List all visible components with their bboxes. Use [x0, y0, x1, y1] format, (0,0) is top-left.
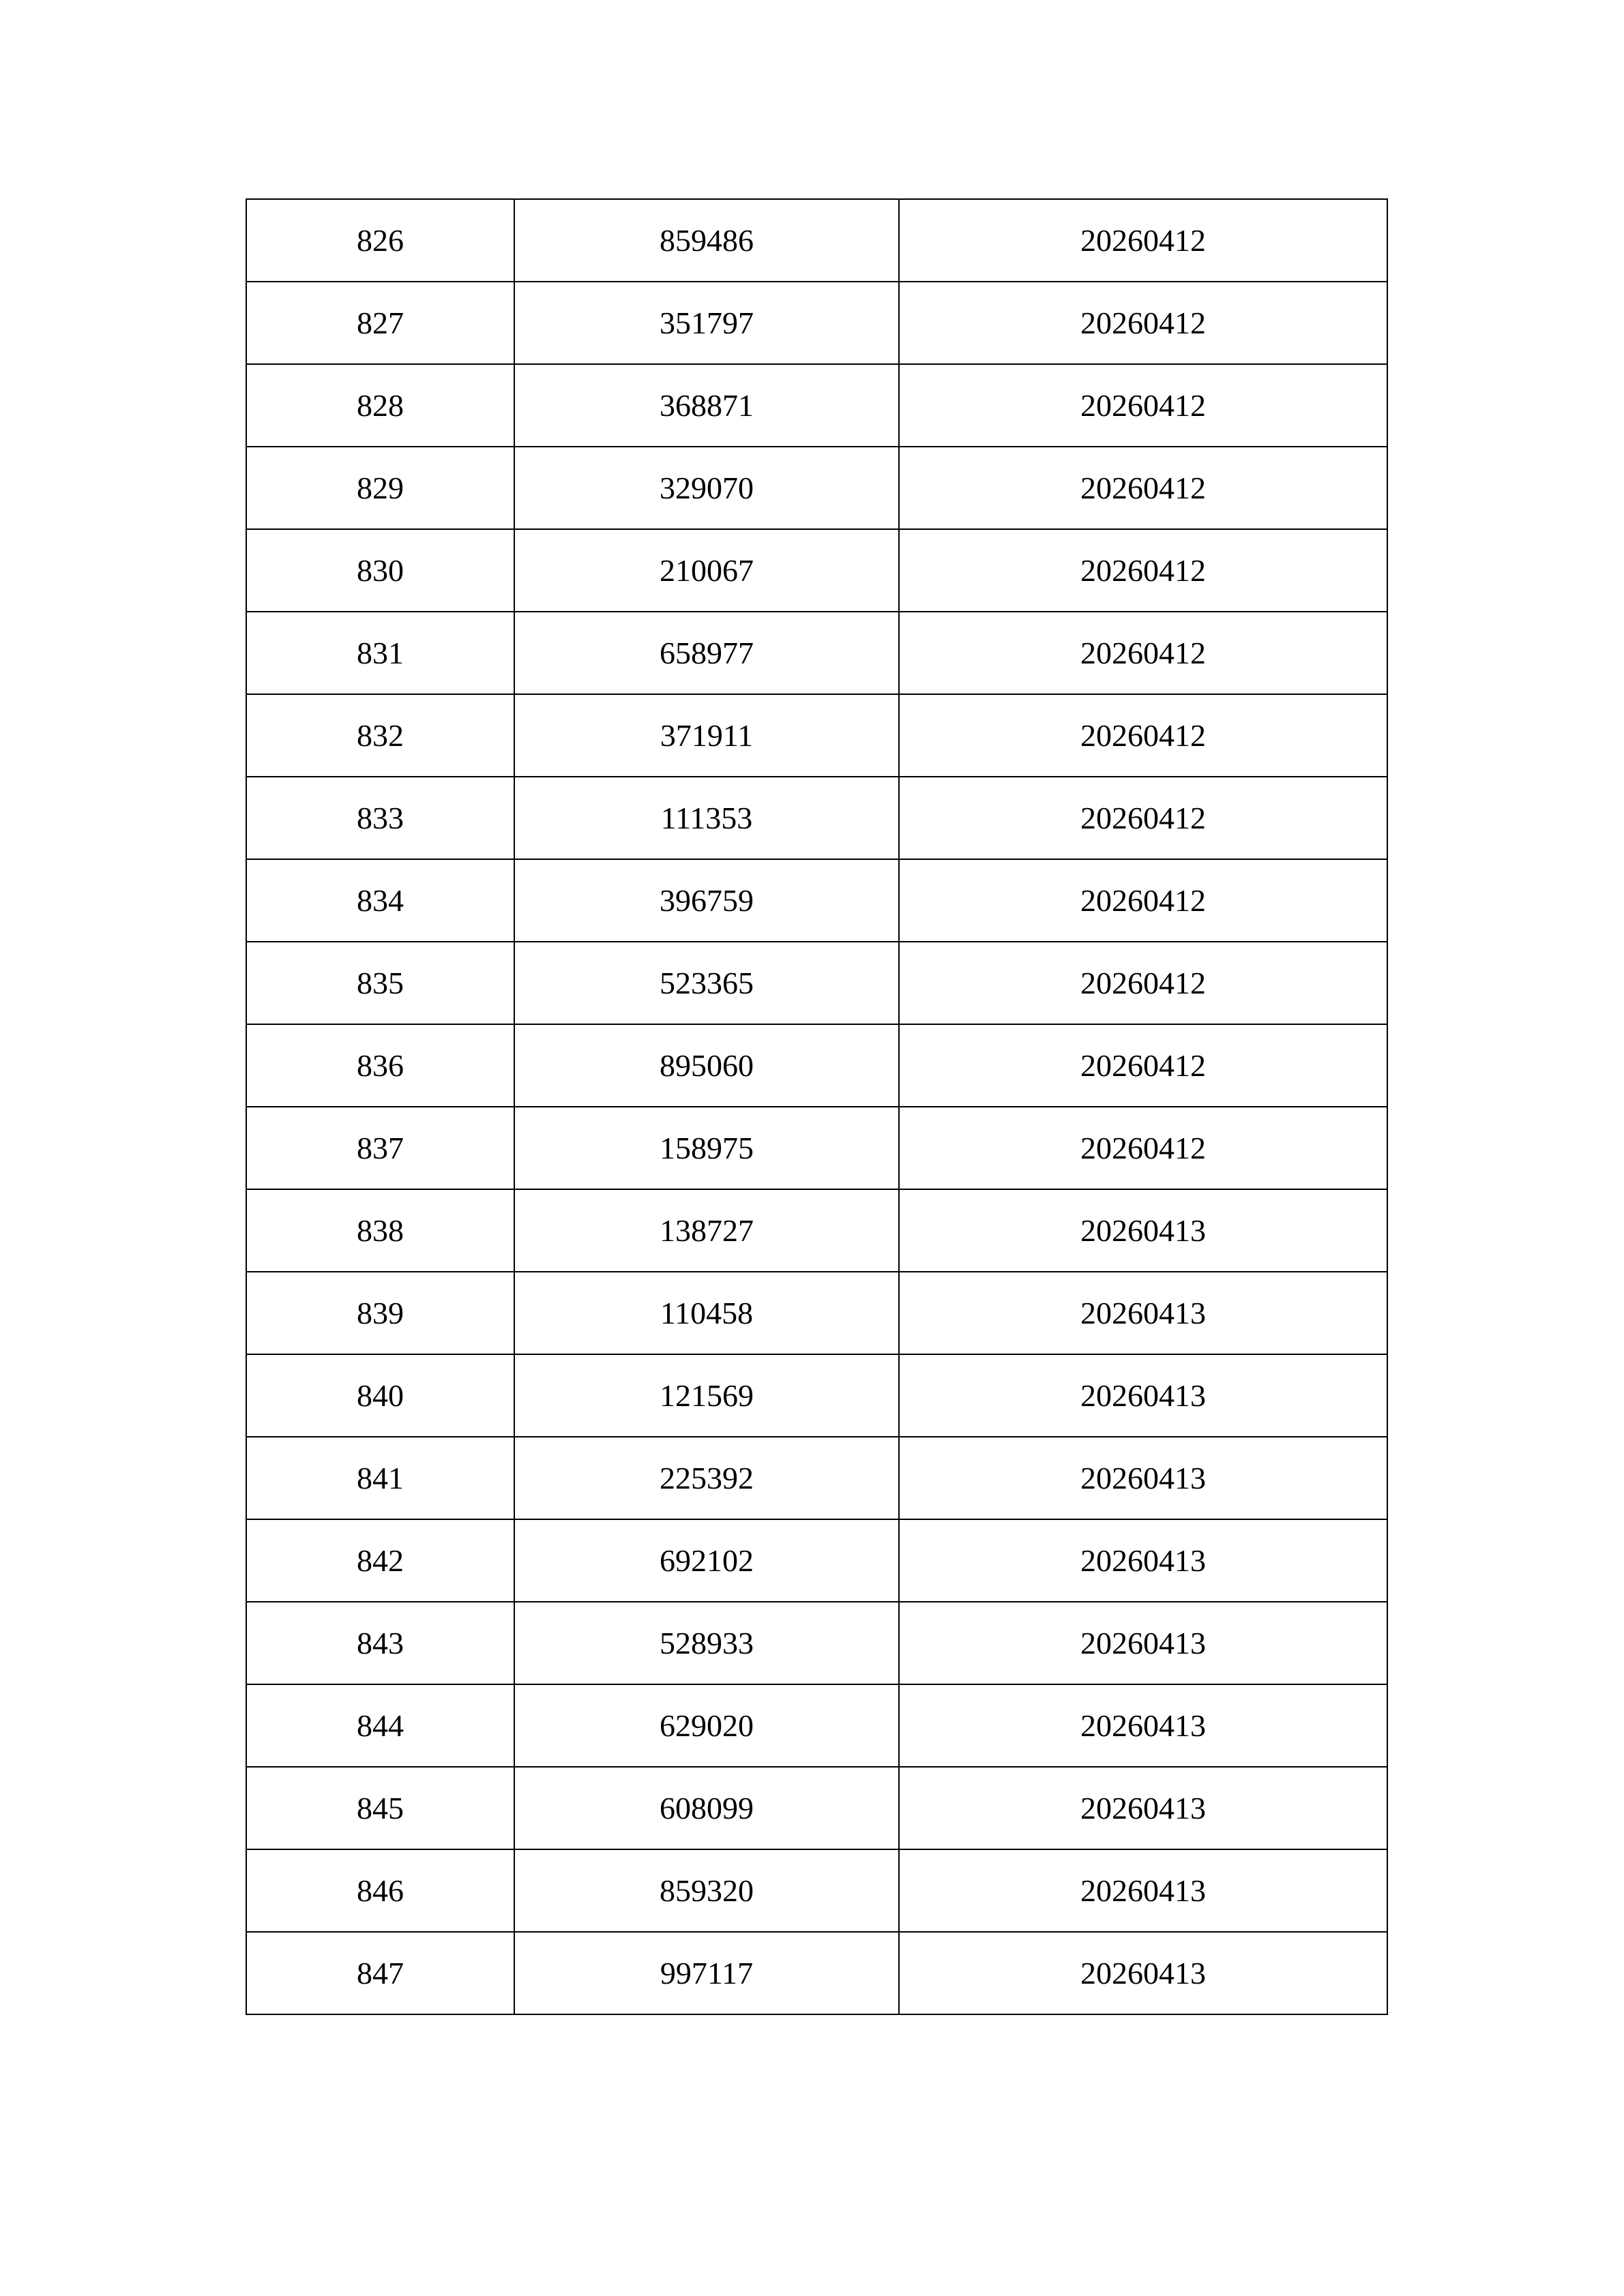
row-index-cell: 828 [246, 364, 514, 447]
row-index-cell: 838 [246, 1189, 514, 1272]
code-cell: 658977 [514, 612, 899, 694]
table-row [246, 364, 1387, 447]
date-cell: 20260413 [899, 1684, 1387, 1767]
code-cell: 859486 [514, 199, 899, 282]
date-cell: 20260413 [899, 1849, 1387, 1932]
row-index-cell: 840 [246, 1354, 514, 1437]
row-index-cell: 827 [246, 282, 514, 364]
row-index-cell: 839 [246, 1272, 514, 1354]
date-cell: 20260413 [899, 1602, 1387, 1684]
row-index-cell: 846 [246, 1849, 514, 1932]
date-cell: 20260412 [899, 1024, 1387, 1107]
row-index-cell: 832 [246, 694, 514, 777]
code-cell: 368871 [514, 364, 899, 447]
row-index-cell: 843 [246, 1602, 514, 1684]
code-cell: 895060 [514, 1024, 899, 1107]
code-cell: 158975 [514, 1107, 899, 1189]
date-cell: 20260412 [899, 859, 1387, 942]
data-table [246, 198, 1388, 2015]
table-row [246, 942, 1387, 1024]
table-body [246, 199, 1387, 2014]
date-cell: 20260412 [899, 529, 1387, 612]
date-cell: 20260412 [899, 777, 1387, 859]
date-cell: 20260412 [899, 612, 1387, 694]
table-row [246, 1107, 1387, 1189]
date-cell: 20260412 [899, 282, 1387, 364]
row-index-cell: 829 [246, 447, 514, 529]
row-index-cell: 836 [246, 1024, 514, 1107]
date-cell: 20260412 [899, 694, 1387, 777]
row-index-cell: 847 [246, 1932, 514, 2014]
row-index-cell: 831 [246, 612, 514, 694]
date-cell: 20260413 [899, 1932, 1387, 2014]
code-cell: 608099 [514, 1767, 899, 1849]
table-row [246, 1189, 1387, 1272]
row-index-cell: 842 [246, 1519, 514, 1602]
table-row [246, 859, 1387, 942]
row-index-cell: 841 [246, 1437, 514, 1519]
row-index-cell: 833 [246, 777, 514, 859]
code-cell: 371911 [514, 694, 899, 777]
code-cell: 523365 [514, 942, 899, 1024]
code-cell: 351797 [514, 282, 899, 364]
table-row [246, 1932, 1387, 2014]
code-cell: 111353 [514, 777, 899, 859]
code-cell: 110458 [514, 1272, 899, 1354]
table-row [246, 1602, 1387, 1684]
table-row [246, 1272, 1387, 1354]
code-cell: 396759 [514, 859, 899, 942]
date-cell: 20260412 [899, 1107, 1387, 1189]
row-index-cell: 835 [246, 942, 514, 1024]
date-cell: 20260413 [899, 1354, 1387, 1437]
date-cell: 20260412 [899, 364, 1387, 447]
table-row [246, 1684, 1387, 1767]
table-row [246, 1437, 1387, 1519]
table-row [246, 529, 1387, 612]
code-cell: 629020 [514, 1684, 899, 1767]
code-cell: 859320 [514, 1849, 899, 1932]
row-index-cell: 845 [246, 1767, 514, 1849]
date-cell: 20260412 [899, 447, 1387, 529]
table-row [246, 1024, 1387, 1107]
code-cell: 528933 [514, 1602, 899, 1684]
code-cell: 210067 [514, 529, 899, 612]
code-cell: 121569 [514, 1354, 899, 1437]
date-cell: 20260413 [899, 1437, 1387, 1519]
date-cell: 20260413 [899, 1767, 1387, 1849]
code-cell: 692102 [514, 1519, 899, 1602]
date-cell: 20260412 [899, 199, 1387, 282]
code-cell: 997117 [514, 1932, 899, 2014]
table-row [246, 447, 1387, 529]
table-row [246, 1849, 1387, 1932]
date-cell: 20260413 [899, 1519, 1387, 1602]
table-row [246, 777, 1387, 859]
table-row [246, 199, 1387, 282]
row-index-cell: 834 [246, 859, 514, 942]
date-cell: 20260413 [899, 1189, 1387, 1272]
code-cell: 138727 [514, 1189, 899, 1272]
code-cell: 225392 [514, 1437, 899, 1519]
table-row [246, 1767, 1387, 1849]
row-index-cell: 826 [246, 199, 514, 282]
table-row [246, 1519, 1387, 1602]
row-index-cell: 844 [246, 1684, 514, 1767]
row-index-cell: 837 [246, 1107, 514, 1189]
date-cell: 20260412 [899, 942, 1387, 1024]
table-row [246, 612, 1387, 694]
table-row [246, 694, 1387, 777]
row-index-cell: 830 [246, 529, 514, 612]
table-row [246, 282, 1387, 364]
table-row [246, 1354, 1387, 1437]
date-cell: 20260413 [899, 1272, 1387, 1354]
code-cell: 329070 [514, 447, 899, 529]
